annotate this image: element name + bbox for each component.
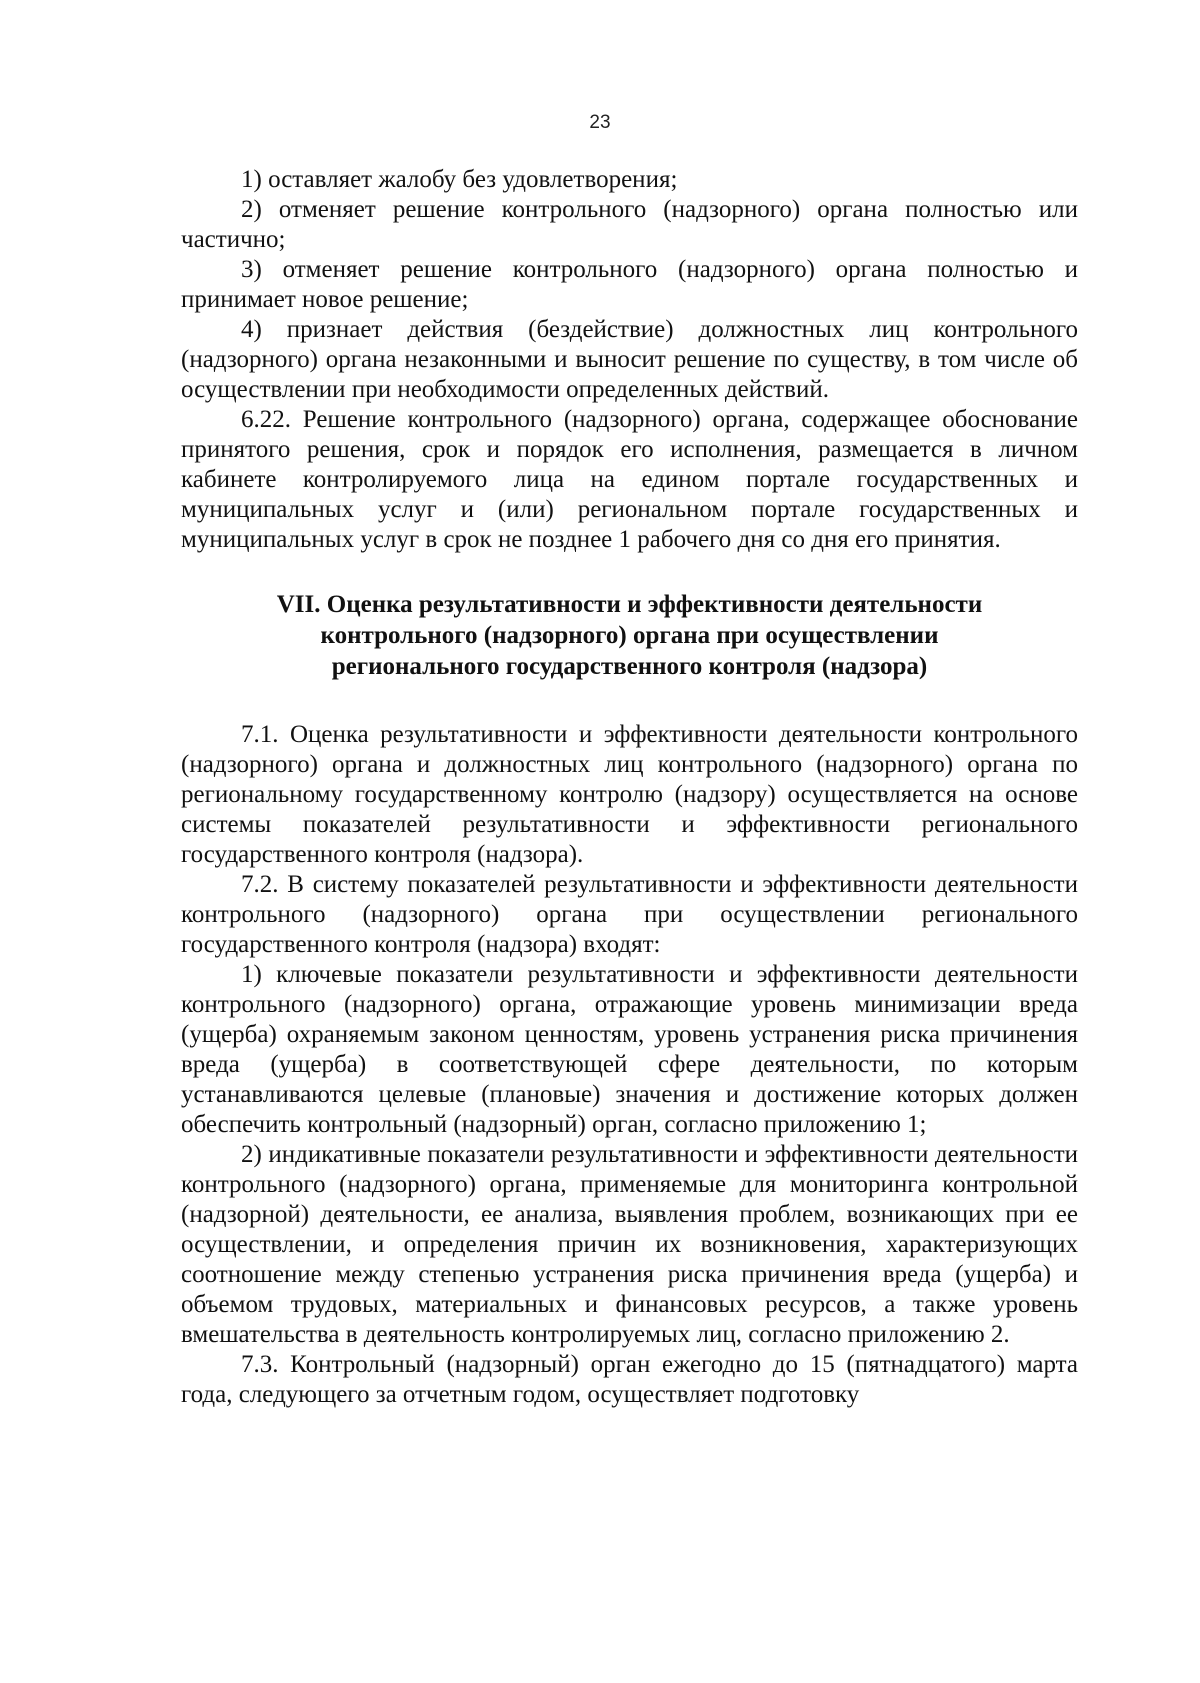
paragraph-7-3: 7.3. Контрольный (надзорный) орган ежегодно до 15 (пятнадцатого) марта года, следующего за отчетным годом, осуществляет подготовку — [181, 1351, 1078, 1408]
paragraph-item-2: 2) отменяет решение контрольного (надзорного) органа полностью или частично; — [181, 196, 1078, 253]
paragraph-7-2: 7.2. В систему показателей результативности и эффективности деятельности контрольного (надзорного) органа при осуществлении регионального государственного контроля (надзора) входят: — [181, 871, 1078, 958]
paragraph-6-22: 6.22. Решение контрольного (надзорного) органа, содержащее обоснование принятого решения, срок и порядок его исполнения, размещается в личном кабинете контролируемого лица на едином портале государственных и муниципальных услуг и (или) региональном портале государственных и муниципальных услуг в срок не позднее 1 рабочего дня со дня его принятия. — [181, 406, 1078, 553]
paragraph-indicative-indicators: 2) индикативные показатели результативности и эффективности деятельности контрольного (надзорного) органа, применяемые для мониторинга контрольной (надзорной) деятельности, ее анализа, выявления проблем, возникающих при ее осуществлении, и определения причин их возникновения, характеризующих соотношение между степенью устранения риска причинения вреда (ущерба) и объемом трудовых, материальных и финансовых ресурсов, а также уровень вмешательства в деятельность контролируемых лиц, согласно приложению 2. — [181, 1141, 1078, 1348]
paragraph-item-1: 1) оставляет жалобу без удовлетворения; — [241, 166, 678, 193]
section-heading-line: регионального государственного контроля (надзора) — [331, 653, 928, 680]
section-heading-line: VII. Оценка результативности и эффективности деятельности — [276, 591, 983, 618]
page-number: 23 — [589, 112, 611, 133]
paragraph-key-indicators: 1) ключевые показатели результативности и эффективности деятельности контрольного (надзорного) органа, отражающие уровень минимизации вреда (ущерба) охраняемым законом ценностям, уровень устранения риска причинения вреда (ущерба) в соответствующей сфере деятельности, по которым устанавливаются целевые (плановые) значения и достижение которых должен обеспечить контрольный (надзорный) орган, согласно приложению 1; — [181, 961, 1078, 1138]
section-heading-line: контрольного (надзорного) органа при осуществлении — [320, 622, 939, 649]
paragraph-7-1: 7.1. Оценка результативности и эффективности деятельности контрольного (надзорного) органа и должностных лиц контрольного (надзорного) органа по региональному государственному контролю (надзору) осуществляется на основе системы показателей результативности и эффективности регионального государственного контроля (надзора). — [181, 721, 1078, 868]
paragraph-item-4: 4) признает действия (бездействие) должностных лиц контрольного (надзорного) органа незаконными и выносит решение по существу, в том числе об осуществлении при необходимости определенных действий. — [181, 316, 1078, 403]
document-body — [181, 165, 1078, 1410]
section-heading — [181, 589, 1078, 682]
paragraph-item-3: 3) отменяет решение контрольного (надзорного) органа полностью и принимает новое решение; — [181, 256, 1078, 313]
